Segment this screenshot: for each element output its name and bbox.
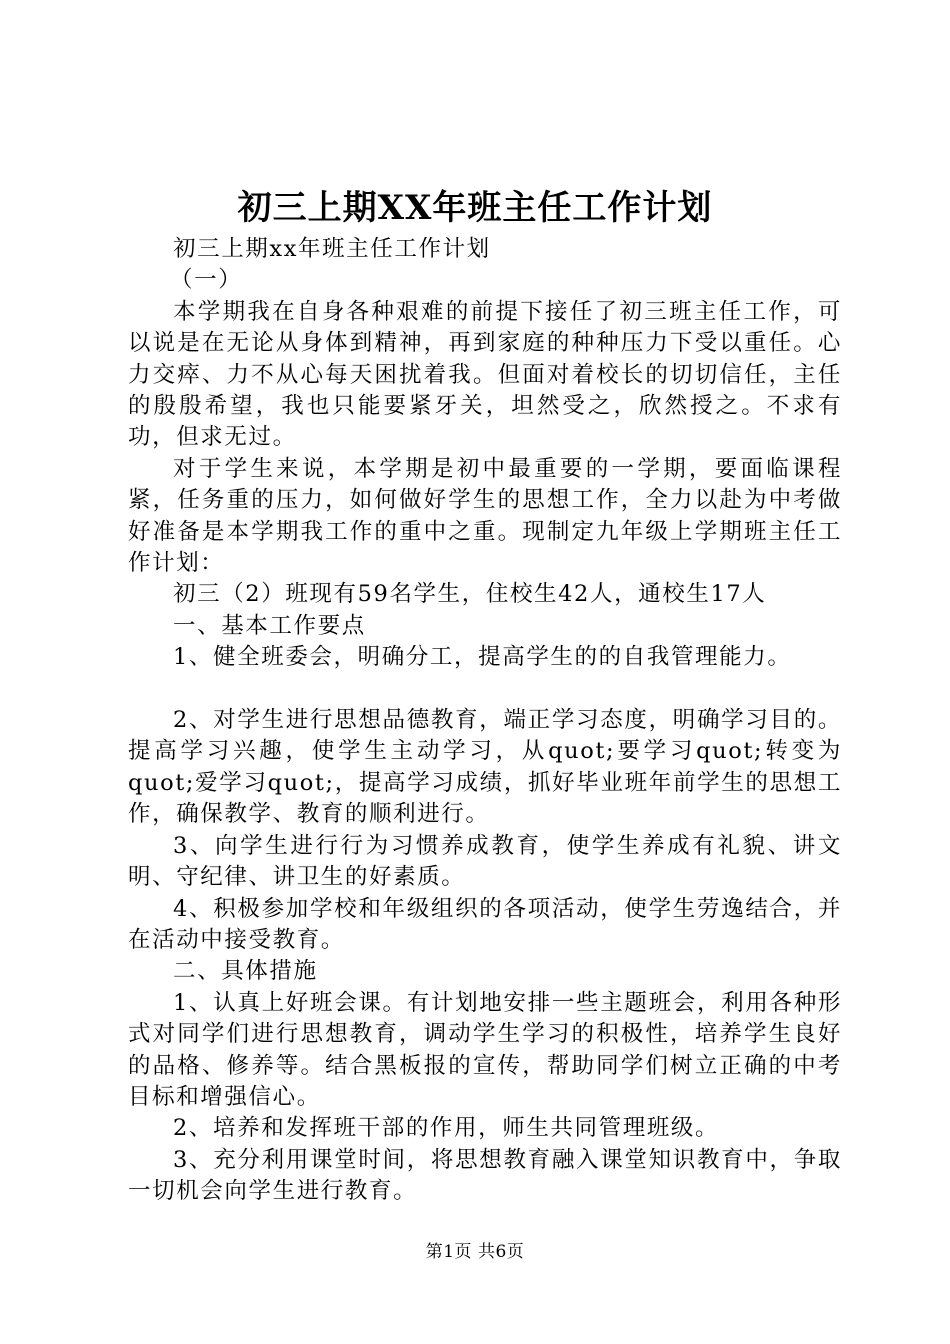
list-item: 3、向学生进行行为习惯养成教育，使学生养成有礼貌、讲文明、守纪律、讲卫生的好素质。 bbox=[128, 832, 842, 891]
body-paragraph: 对于学生来说，本学期是初中最重要的一学期，要面临课程紧，任务重的压力，如何做好学生的思想工作，全力以赴为中考做好准备是本学期我工作的重中之重。现制定九年级上学期班主任工作计划： bbox=[128, 455, 842, 577]
list-item: 3、充分利用课堂时间，将思想教育融入课堂知识教育中，争取一切机会向学生进行教育。 bbox=[128, 1146, 842, 1205]
body-paragraph: 本学期我在自身各种艰难的前提下接任了初三班主任工作，可以说是在无论从身体到精神，再到家庭的种种压力下受以重任。心力交瘁、力不从心每天困扰着我。但面对着校长的切切信任，主任的殷殷希望，我也只能要紧牙关，坦然受之，欣然授之。不求有功，但求无过。 bbox=[128, 298, 842, 451]
section-heading: 二、具体措施 bbox=[173, 958, 318, 985]
list-item: 1、认真上好班会课。有计划地安排一些主题班会，利用各种形式对同学们进行思想教育，调动学生学习的积极性，培养学生良好的品格、修养等。结合黑板报的宣传，帮助同学们树立正确的中考目标和增强信心。 bbox=[128, 989, 842, 1110]
list-item: 2、对学生进行思想品德教育，端正学习态度，明确学习目的。提高学习兴趣，使学生主动学习，从quot;要学习quot;转变为quot;爱学习quot;，提高学习成绩，抓好毕业班年前学生的思想工作，确保教学、教育的顺利进行。 bbox=[128, 707, 842, 828]
page-footer: 第1页 共6页 bbox=[425, 1242, 525, 1262]
list-item: 4、积极参加学校和年级组织的各项活动，使学生劳逸结合，并在活动中接受教育。 bbox=[128, 895, 842, 953]
section-heading: 一、基本工作要点 bbox=[173, 612, 366, 639]
list-item: 2、培养和发挥班干部的作用，师生共同管理班级。 bbox=[173, 1115, 720, 1142]
subtitle-paragraph: 初三上期xx年班主任工作计划 bbox=[173, 236, 491, 262]
section-number: （一） bbox=[170, 267, 243, 294]
document-body bbox=[128, 234, 842, 1208]
document-title: 初三上期XX年班主任工作计划 bbox=[237, 188, 713, 228]
class-info-paragraph: 初三（2）班现有59名学生，住校生42人，通校生17人 bbox=[173, 581, 767, 608]
list-item: 1、健全班委会，明确分工，提高学生的的自我管理能力。 bbox=[173, 644, 792, 671]
